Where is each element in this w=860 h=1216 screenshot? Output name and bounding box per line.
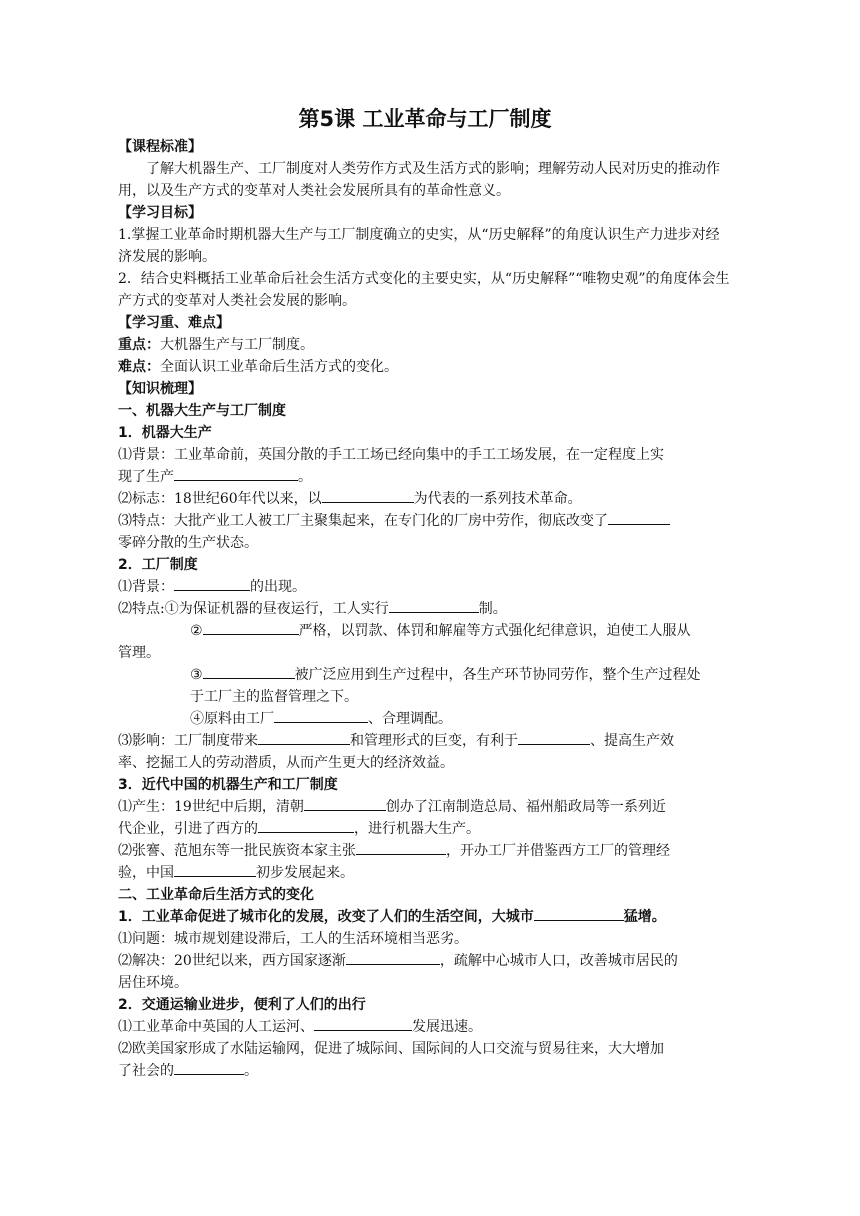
factory-feature-3: ③ 被广泛应用到生产过程中，各生产环节协同劳作，整个生产过程处 (118, 664, 732, 686)
transport-2: ⑵欧美国家形成了水陆运输网，促进了城际间、国际间的人口交流与贸易往来，大大增加 (118, 1041, 664, 1057)
fill-blank[interactable] (356, 840, 446, 855)
fill-blank[interactable] (534, 906, 624, 921)
fill-blank[interactable] (518, 730, 590, 745)
factory-impact: ⑶影响：工厂制度带来 和管理形式的巨变，有利于 、提高生产效 (118, 730, 732, 752)
china-capitalists-cont: 验，中国 初步发展起来。 (118, 862, 732, 884)
china-origin: ⑴产生：19世纪中后期，清朝 创办了江南制造总局、福州船政局等一系列近 (118, 796, 732, 818)
fill-blank[interactable] (274, 708, 368, 723)
section-heading-standard: 【课程标准】 (118, 139, 202, 155)
fill-blank[interactable] (174, 576, 250, 591)
standard-text: 了解大机器生产、工厂制度对人类劳作方式及生活方式的影响；理解劳动人民对历史的推动作用，以及生产方式的变革对人类社会发展所具有的革命性意义。 (118, 161, 720, 199)
difficult-point: 难点：全面认识工业革命后生活方式的变化。 (118, 359, 398, 375)
fill-blank[interactable] (304, 796, 386, 811)
fill-blank[interactable] (174, 466, 298, 481)
fill-blank[interactable] (203, 664, 295, 679)
factory-feature-2-cont: 管理。 (118, 645, 160, 661)
fill-blank[interactable] (203, 620, 299, 635)
section-heading-goals: 【学习目标】 (118, 205, 202, 221)
factory-impact-cont: 率、挖掘工人的劳动潜质，从而产生更大的经济效益。 (118, 755, 454, 771)
fill-blank[interactable] (608, 510, 670, 525)
goal-2: 2．结合史料概括工业革命后社会生活方式变化的主要史实，从“历史解释”“唯物史观”的角度体会生产方式的变革对人类社会发展的影响。 (118, 271, 730, 309)
china-capitalists: ⑵张謇、范旭东等一批民族资本家主张 ，开办工厂并借鉴西方工厂的管理经 (118, 840, 732, 862)
section-heading-knowledge: 【知识梳理】 (118, 381, 202, 397)
urban-solution: ⑵解决：20世纪以来，西方国家逐渐 ，疏解中心城市人口，改善城市居民的 (118, 950, 732, 972)
factory-feature-2: ② 严格，以罚款、体罚和解雇等方式强化纪律意识，迫使工人服从 (118, 620, 732, 642)
key-point: 重点：大机器生产与工厂制度。 (118, 337, 314, 353)
section-heading-keypoints: 【学习重、难点】 (118, 315, 230, 331)
transport-1: ⑴工业革命中英国的人工运河、 发展迅速。 (118, 1016, 732, 1038)
item-feature-cont: 零碎分散的生产状态。 (118, 535, 258, 551)
factory-feature-3-cont: 于工厂主的监督管理之下。 (190, 689, 358, 705)
china-origin-cont: 代企业，引进了西方的 ，进行机器大生产。 (118, 818, 732, 840)
item-background: ⑴背景：工业革命前，英国分散的手工工场已经向集中的手工工场发展，在一定程度上实 (118, 447, 664, 463)
item-background-cont: 现了生产 。 (118, 466, 732, 488)
fill-blank[interactable] (389, 598, 479, 613)
factory-background: ⑴背景： 的出现。 (118, 576, 732, 598)
part-heading-2: 二、工业革命后生活方式的变化 (118, 887, 314, 903)
fill-blank[interactable] (322, 488, 414, 503)
urban-solution-cont: 居住环境。 (118, 975, 188, 991)
subheading-urbanization: 1．工业革命促进了城市化的发展，改变了人们的生活空间，大城市 猛增。 (118, 906, 732, 928)
page-title: 第5课 工业革命与工厂制度 (298, 107, 552, 131)
subheading-modern-china: 3．近代中国的机器生产和工厂制度 (118, 777, 338, 793)
urban-problem: ⑴问题：城市规划建设滞后，工人的生活环境相当恶劣。 (118, 931, 468, 947)
item-sign: ⑵标志：18世纪60年代以来，以 为代表的一系列技术革命。 (118, 488, 732, 510)
goal-1: 1.掌握工业革命时期机器大生产与工厂制度确立的史实，从“历史解释”的角度认识生产力进步对经济发展的影响。 (118, 227, 720, 265)
factory-feature-1: ⑵特点:①为保证机器的昼夜运行，工人实行 制。 (118, 598, 732, 620)
factory-feature-4: ④原料由工厂 、合理调配。 (118, 708, 732, 730)
subheading-machine-production: 1．机器大生产 (118, 425, 212, 441)
transport-2-cont: 了社会的 。 (118, 1060, 732, 1082)
item-feature: ⑶特点：大批产业工人被工厂主聚集起来，在专门化的厂房中劳作，彻底改变了 (118, 510, 732, 532)
part-heading-1: 一、机器大生产与工厂制度 (118, 403, 286, 419)
subheading-transport: 2．交通运输业进步，便利了人们的出行 (118, 997, 366, 1013)
fill-blank[interactable] (174, 1060, 244, 1075)
fill-blank[interactable] (174, 862, 256, 877)
fill-blank[interactable] (258, 730, 350, 745)
fill-blank[interactable] (314, 1016, 412, 1031)
subheading-factory-system: 2．工厂制度 (118, 557, 198, 573)
fill-blank[interactable] (258, 818, 354, 833)
worksheet-page (118, 104, 732, 1082)
fill-blank[interactable] (346, 950, 440, 965)
